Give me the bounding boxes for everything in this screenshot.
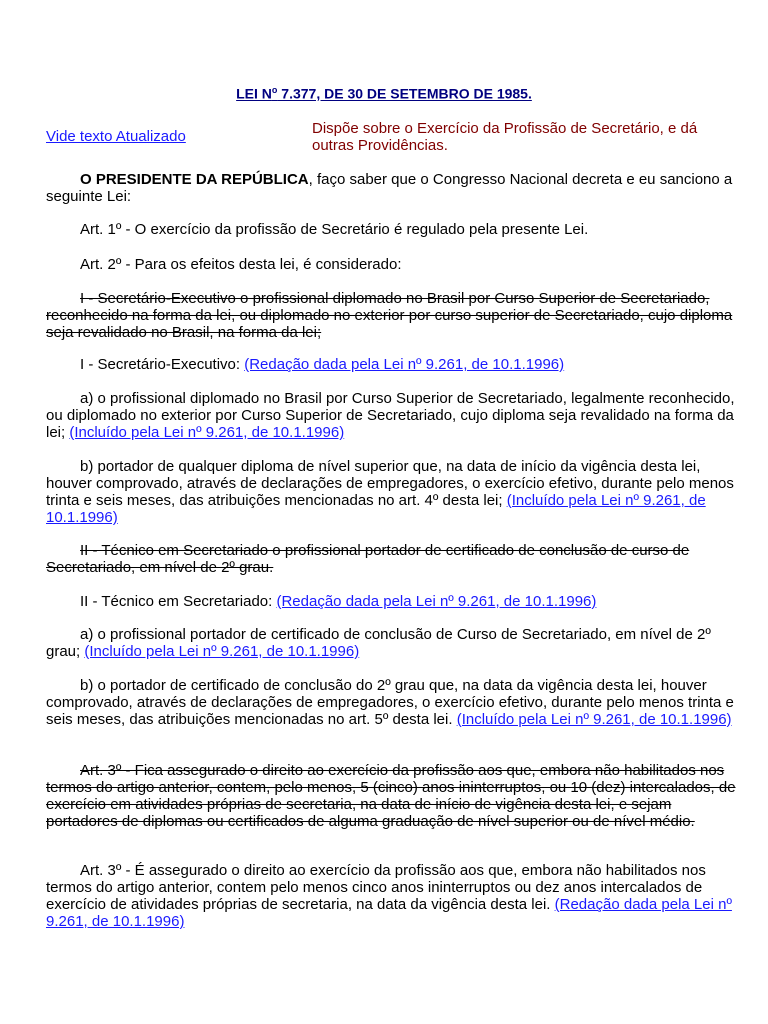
inc1 — [46, 356, 746, 373]
inc1a-text: a) o profissional diplomado no Brasil por Curso Superior de Secretariado, legalmente reconhecido, ou diplomado no exterior por Curso Superior de Secretariado, cujo diploma seja revalidado na forma da lei; — [46, 390, 735, 441]
art3-revoked-text: Art. 3º - Fica assegurado o direito ao exercício da profissão aos que, embora não habilitados nos termos do artigo anterior, contem, pelo menos, 5 (cinco) anos ininterruptos, ou 10 (dez) intercalados, de exercício em atividades próprias de secretaria, na data de início de vigência desta lei, e sejam portadores de diplomas ou certificados de alguma graduação de nível superior ou de nível médio. — [46, 762, 736, 830]
inc2-link[interactable]: (Redação dada pela Lei nº 9.261, de 10.1.1996) — [276, 593, 597, 610]
art3-link[interactable]: (Redação dada pela Lei nº 9.261, de 10.1.1996) — [46, 896, 732, 930]
law-title — [0, 85, 768, 102]
preamble-text: , faço saber que o Congresso Nacional decreta e eu sanciono a seguinte Lei: — [46, 171, 733, 205]
title-sup: o — [271, 85, 278, 95]
ementa: Dispõe sobre o Exercício da Profissão de Secretário, e dá outras Providências. — [312, 120, 698, 154]
inc1a — [46, 390, 746, 441]
preamble — [46, 171, 746, 205]
inc2b-text: b) o portador de certificado de conclusão do 2º grau que, na data da vigência desta lei, houver comprovado, através de declarações de empregadores, o exercício efetivo, durante pelo menos trinta e seis meses, das atribuições mencionadas no art. 5º desta lei. — [46, 677, 734, 728]
inc2a-text: a) o profissional portador de certificado de conclusão de Curso de Secretariado, em nível de 2º grau; — [46, 626, 711, 660]
inc1b-text: b) portador de qualquer diploma de nível superior que, na data de início da vigência desta lei, houver comprovado, através de declarações de empregadores, o exercício efetivo, durante pelo menos trinta e seis meses, das atribuições mencionadas no art. 4º desta lei; — [46, 458, 734, 509]
title-rest: 7.377, DE 30 DE SETEMBRO DE 1985. — [277, 85, 532, 102]
art3 — [46, 862, 746, 930]
inc2-revoked — [46, 542, 746, 576]
inc1-revoked — [46, 290, 746, 341]
inc1-text: I - Secretário-Executivo: — [80, 356, 245, 373]
inc2b — [46, 677, 746, 728]
art1 — [46, 221, 746, 238]
preamble-bold: O PRESIDENTE DA REPÚBLICA — [80, 171, 309, 188]
art2 — [46, 256, 746, 273]
inc1b — [46, 458, 746, 526]
inc1a-link[interactable]: (Incluído pela Lei nº 9.261, de 10.1.1996) — [69, 424, 345, 441]
inc1-link[interactable]: (Redação dada pela Lei nº 9.261, de 10.1.1996) — [244, 356, 565, 373]
inc2a — [46, 626, 746, 660]
art3-revoked — [46, 762, 746, 830]
inc1b-link[interactable]: (Incluído pela Lei nº 9.261, de 10.1.1996) — [46, 492, 706, 526]
vide-texto-link[interactable]: Vide texto Atualizado — [46, 128, 186, 145]
art3-text: Art. 3º - É assegurado o direito ao exercício da profissão aos que, embora não habilitados nos termos do artigo anterior, contem pelo menos cinco anos ininterruptos ou dez anos intercalados de exercício de atividades próprias de secretaria, na data da vigência desta lei. — [46, 862, 706, 913]
inc2-revoked-text: II - Técnico em Secretariado o profissional portador de certificado de conclusão de curso de Secretariado, em nível de 2º grau. — [46, 542, 690, 576]
inc2-text: II - Técnico em Secretariado: — [80, 593, 277, 610]
title-prefix: LEI N — [236, 85, 272, 102]
inc2b-link[interactable]: (Incluído pela Lei nº 9.261, de 10.1.1996) — [456, 711, 732, 728]
art1-text: Art. 1º - O exercício da profissão de Secretário é regulado pela presente Lei. — [80, 221, 589, 238]
inc2a-link[interactable]: (Incluído pela Lei nº 9.261, de 10.1.1996) — [84, 643, 360, 660]
inc2 — [46, 593, 746, 610]
inc1-revoked-text: I - Secretário-Executivo o profissional diplomado no Brasil por Curso Superior de Secretariado, reconhecido na forma da lei, ou diplomado no exterior por curso superior de Secretariado, cujo diploma seja revalidado no Brasil, na forma da lei; — [46, 290, 733, 341]
art2-text: Art. 2º - Para os efeitos desta lei, é considerado: — [80, 256, 402, 273]
